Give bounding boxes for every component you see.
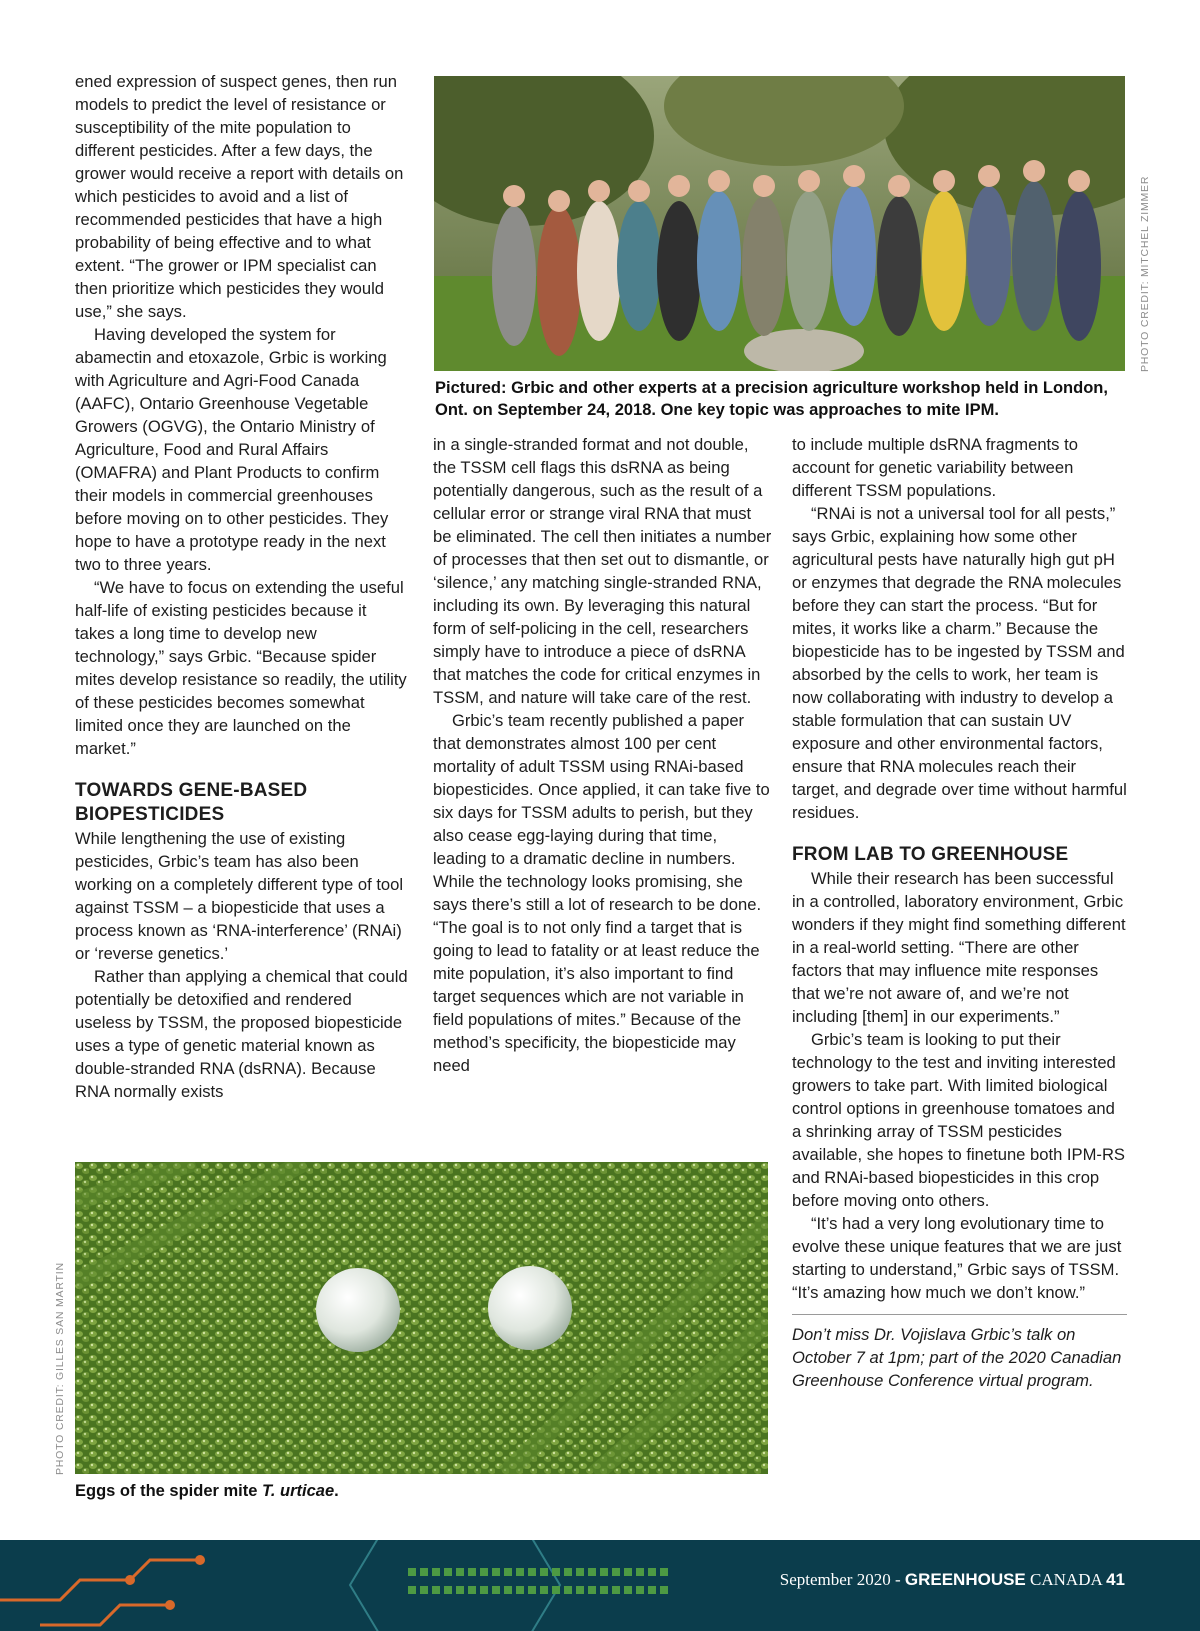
group-photo	[434, 76, 1125, 371]
article-column-2	[433, 433, 773, 1077]
divider	[792, 1314, 1127, 1315]
photo-caption	[75, 1480, 575, 1502]
mite-eggs-photo	[75, 1162, 768, 1474]
section-heading: TOWARDS GENE-BASED BIOPESTICIDES	[75, 780, 308, 825]
issue-date: September 2020 -	[779, 1570, 905, 1589]
footer-folio	[780, 1570, 1125, 1590]
paragraph: Grbic’s team recently published a paper that demonstrates almost 100 per cent mortality of adult TSSM using RNAi-based biopesticides. Once applied, it can take five to six days for TSSM adults to perish, but they also cease egg-laying during that time, leading to a dramatic decline in numbers. While the technology looks promising, she says there’s still a lot of research to be done. “The goal is to not only find a target that is going to lead to fatality or at least reduce the mite population, it’s also important to find target sequences which are not variable in field populations of mites.” Because of the method’s specificity, the biopesticide may need	[433, 711, 770, 1075]
paragraph: “It’s had a very long evolutionary time to evolve these unique features that we are just starting to understand,” Grbic says of TSSM. “It’s amazing how much we don’t know.”	[792, 1214, 1122, 1302]
magazine-name-rest: CANADA	[1025, 1570, 1107, 1589]
paragraph: in a single-stranded format and not double, the TSSM cell flags this dsRNA as being potentially dangerous, such as the result of a cellular error or strange viral RNA that must be eliminated. The cell then initiates a number of processes that then set out to dismantle, or ‘silence,’ any matching single-stranded RNA, including its own. By leveraging this natural form of self-policing in the cell, researchers simply have to introduce a piece of dsRNA that matches the code for critical enzymes in TSSM, and nature will take care of the rest.	[433, 435, 772, 707]
caption-period: .	[334, 1482, 339, 1500]
page-number: 41	[1106, 1570, 1125, 1589]
paragraph: While their research has been successful in a controlled, laboratory environment, Grbic wonders if they might find something different in a real-world setting. “There are other factors that may influence mite responses that we’re not aware of, and we’re not including [them] in our experiments.”	[792, 869, 1126, 1026]
caption-text: Eggs of the spider mite	[75, 1482, 263, 1500]
paragraph: “We have to focus on extending the useful half-life of existing pesticides because it takes a long time to develop new technology,” says Grbic. “Because spider mites develop resistance so readily, the utility of these pesticides becomes somewhat limited once they are launched on the market.”	[75, 578, 407, 758]
species-name: T. urticae	[262, 1482, 335, 1500]
article-column-1	[75, 70, 410, 1103]
paragraph: Having developed the system for abamectin and etoxazole, Grbic is working with Agriculture and Agri-Food Canada (AAFC), Ontario Greenhouse Vegetable Growers (OGVG), the Ontario Ministry of Agriculture, Food and Rural Affairs (OMAFRA) and Plant Products to confirm their models in commercial greenhouses before moving on to other pesticides. They hope to have a prototype ready in the next two to three years.	[75, 325, 389, 574]
paragraph: ened expression of suspect genes, then run models to predict the level of resistance or susceptibility of the mite population to different pesticides. After a few days, the grower would receive a report with details on which pesticides to avoid and a list of recommended pesticides that have a high probability of being effective and to what extent. “The grower or IPM specialist can then prioritize which pesticides they would use,” she says.	[75, 72, 404, 321]
section-heading: FROM LAB TO GREENHOUSE	[792, 844, 1069, 865]
photo-credit: PHOTO CREDIT: MITCHEL ZIMMER	[1139, 175, 1151, 372]
photo-credit: PHOTO CREDIT: GILLES SAN MARTIN	[54, 1262, 66, 1475]
paragraph: Grbic’s team is looking to put their technology to the test and inviting interested growers to take part. With limited biological control options in greenhouse tomatoes and a shrinking array of TSSM pesticides available, she hopes to finetune both IPM-RS and RNAi-based biopesticides in this crop before moving onto others.	[792, 1030, 1126, 1210]
event-note: Don’t miss Dr. Vojislava Grbic’s talk on October 7 at 1pm; part of the 2020 Canadian Greenhouse Conference virtual program.	[792, 1325, 1122, 1390]
photo-caption: Pictured: Grbic and other experts at a precision agriculture workshop held in London, Ont. on September 24, 2018. One key topic was approaches to mite IPM.	[435, 379, 1108, 419]
footer-dots	[408, 1568, 668, 1576]
page-footer	[0, 1540, 1200, 1631]
paragraph: to include multiple dsRNA fragments to account for genetic variability between different TSSM populations.	[792, 435, 1078, 500]
paragraph: Rather than applying a chemical that could potentially be detoxified and rendered useless by TSSM, the proposed biopesticide uses a type of genetic material known as double-stranded RNA (dsRNA). Because RNA normally exists	[75, 967, 408, 1101]
paragraph: “RNAi is not a universal tool for all pests,” says Grbic, explaining how some other agricultural pests have naturally high gut pH or enzymes that degrade the RNA molecules before they can start the process. “But for mites, it works like a charm.” Because the biopesticide has to be ingested by TSSM and absorbed by the cells to work, her team is now collaborating with industry to develop a stable formulation that can sustain UV exposure and other environmental factors, ensure that RNA molecules reach their target, and degrade over time without harmful residues.	[792, 504, 1127, 822]
magazine-name: GREENHOUSE	[904, 1570, 1026, 1589]
article-column-3	[792, 433, 1127, 1392]
footer-dots	[408, 1586, 668, 1594]
paragraph: While lengthening the use of existing pesticides, Grbic’s team has also been working on a completely different type of tool against TSSM – a biopesticide that uses a process known as ‘RNA-interference’ (RNAi) or ‘reverse genetics.’	[75, 829, 404, 963]
